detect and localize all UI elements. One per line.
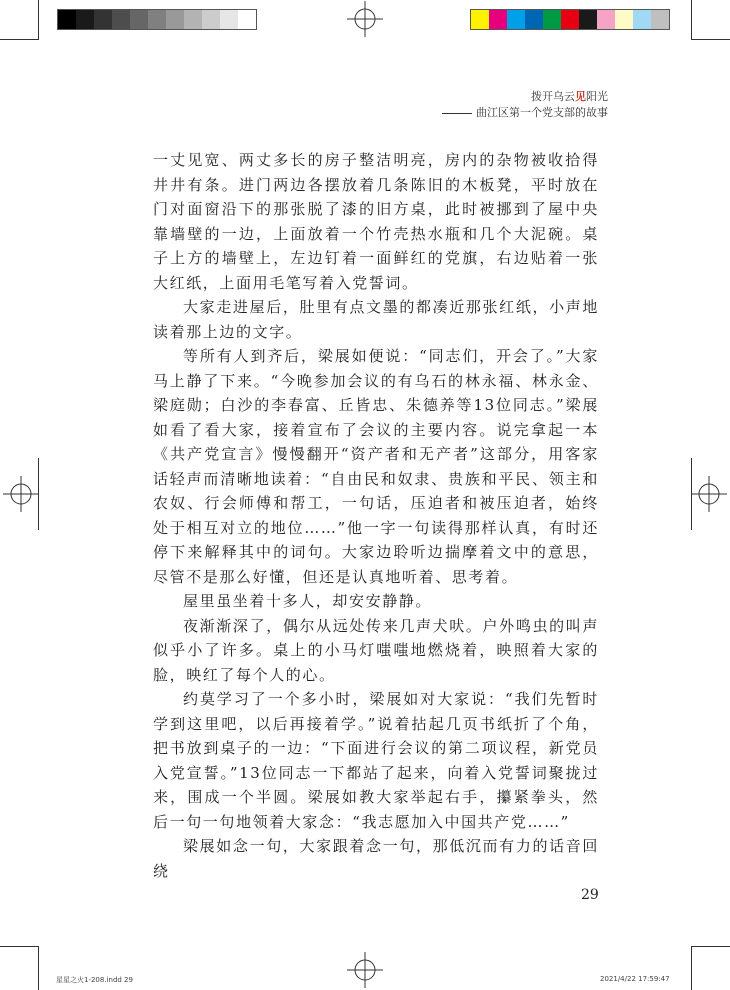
registration-mark-icon bbox=[3, 476, 39, 512]
registration-mark-icon bbox=[347, 952, 383, 988]
crop-mark bbox=[0, 946, 38, 947]
crop-mark bbox=[691, 0, 692, 40]
paragraph: 等所有人到齐后，梁展如便说：“同志们，开会了。”大家马上静了下来。“今晚参加会议的有乌石的林永福、林永金、梁庭勋；白沙的李春富、丘皆忠、朱德养等13位同志。”梁展如看了看大家，接着宣布了会议的主要内容。说完拿起一本《共产党宣言》慢慢翻开“资产者和无产者”这部分，用客家话轻声而清晰地读着：“自由民和奴隶、贵族和平民、领主和农奴、行会师傅和帮工，一句话，压迫者和被压迫者，始终处于相互对立的地位……”他一字一句读得那样认真，有时还停下来解释其中的词句。大家边聆听边揣摩着文中的意思，尽管不是那么好懂，但还是认真地听着、思考着。 bbox=[153, 347, 599, 586]
color-swatch bbox=[166, 10, 184, 29]
color-swatch bbox=[615, 10, 633, 29]
color-swatch bbox=[633, 10, 651, 29]
color-swatch bbox=[184, 10, 202, 29]
color-swatch bbox=[112, 10, 130, 29]
color-swatch bbox=[202, 10, 220, 29]
crop-mark bbox=[691, 458, 692, 530]
slug-timestamp: 2021/4/22 17:59:47 bbox=[600, 975, 670, 983]
crop-mark bbox=[692, 39, 730, 40]
crop-mark bbox=[691, 946, 692, 990]
page-number: 29 bbox=[581, 887, 599, 903]
body-text bbox=[153, 148, 599, 883]
crop-mark bbox=[38, 946, 39, 990]
crop-mark bbox=[38, 458, 39, 530]
process-color-bar bbox=[470, 9, 670, 30]
slug-file-info: 星星之火1-208.indd 29 bbox=[56, 976, 133, 984]
paragraph: 屋里虽坐着十多人，却安安静静。 bbox=[183, 592, 433, 610]
registration-mark-icon bbox=[691, 476, 727, 512]
paragraph: 梁展如念一句，大家跟着念一句，那低沉而有力的话音回绕 bbox=[153, 837, 599, 880]
color-swatch bbox=[561, 10, 579, 29]
running-header bbox=[442, 89, 608, 121]
paragraph: 一丈见宽、两丈多长的房子整洁明亮，房内的杂物被收拾得井井有条。进门两边各摆放着几条陈旧的木板凳，平时放在门对面窗沿下的那张脱了漆的旧方桌，此时被挪到了屋中央靠墙壁的一边，上面放着一个竹壳热水瓶和几个大泥碗。桌子上方的墙壁上，左边钉着一面鲜红的党旗，右边贴着一张大红纸，上面用毛笔写着入党誓词。 bbox=[153, 151, 599, 292]
color-swatch bbox=[238, 10, 256, 29]
color-swatch bbox=[220, 10, 238, 29]
book-subtitle: 曲江区第一个党支部的故事 bbox=[442, 105, 608, 121]
paragraph: 约莫学习了一个多小时，梁展如对大家说：“我们先暂时学到这里吧，以后再接着学。”说着拈起几页书纸折了个角，把书放到桌子的一边：“下面进行会议的第二项议程，新党员入党宣誓。”13位同志一下都站了起来，向着入党誓词聚拢过来，围成一个半圆。梁展如教大家举起右手，攥紧拳头，然后一句一句地领着大家念：“我志愿加入中国共产党……” bbox=[153, 690, 599, 831]
book-title: 拨开乌云见阳光 bbox=[531, 90, 608, 103]
color-swatch bbox=[489, 10, 507, 29]
registration-mark-icon bbox=[347, 1, 383, 37]
grayscale-color-bar bbox=[57, 9, 257, 30]
color-swatch bbox=[651, 10, 669, 29]
color-swatch bbox=[507, 10, 525, 29]
crop-mark bbox=[38, 0, 39, 40]
paragraph: 夜渐渐深了，偶尔从远处传来几声犬吠。户外鸣虫的叫声似乎小了许多。桌上的小马灯嗤嗤地燃烧着，映照着大家的脸，映红了每个人的心。 bbox=[153, 616, 599, 684]
color-swatch bbox=[76, 10, 94, 29]
paragraph: 大家走进屋后，肚里有点文墨的都凑近那张红纸，小声地读着那上边的文字。 bbox=[153, 298, 599, 341]
color-swatch bbox=[579, 10, 597, 29]
color-swatch bbox=[148, 10, 166, 29]
color-swatch bbox=[130, 10, 148, 29]
color-swatch bbox=[543, 10, 561, 29]
color-swatch bbox=[58, 10, 76, 29]
color-swatch bbox=[471, 10, 489, 29]
crop-mark bbox=[0, 39, 38, 40]
color-swatch bbox=[94, 10, 112, 29]
color-swatch bbox=[525, 10, 543, 29]
color-swatch bbox=[597, 10, 615, 29]
crop-mark bbox=[692, 946, 730, 947]
